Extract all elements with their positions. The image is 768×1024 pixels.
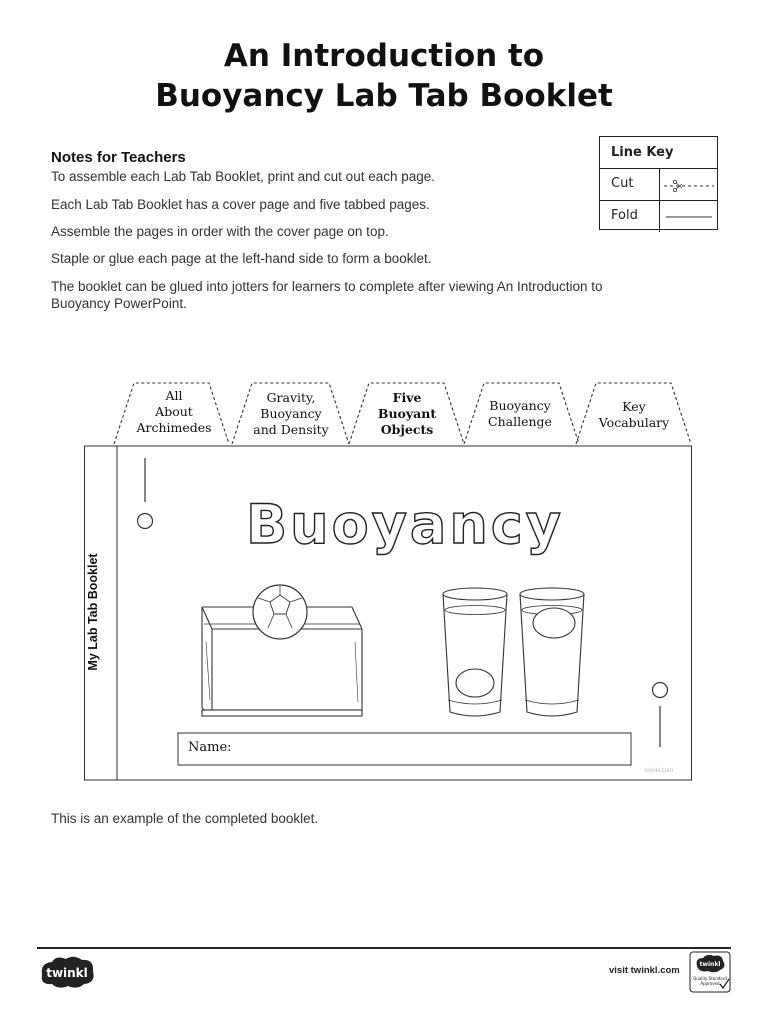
quality-badge — [689, 951, 733, 993]
svg-text:Approved: Approved — [700, 981, 720, 986]
name-field-label: Name: — [188, 740, 232, 755]
title-line-2: Buoyancy Lab Tab Booklet — [155, 78, 613, 114]
note-paragraph: To assemble each Lab Tab Booklet, print and cut out each page. — [51, 169, 436, 184]
notes-heading: Notes for Teachers — [51, 149, 186, 166]
punch-hole — [653, 683, 668, 698]
visit-link[interactable]: visit twinkl.com — [609, 965, 680, 976]
tab-all-about-archimedes: All About Archimedes — [136, 388, 212, 435]
fold-line-icon — [662, 209, 716, 225]
line-key-table — [599, 136, 718, 230]
watermark: twinkl.com — [645, 768, 674, 774]
line-key-heading: Line Key — [600, 137, 717, 169]
line-key-fold-row — [600, 201, 717, 232]
punch-hole — [138, 514, 153, 529]
twinkl-logo — [36, 953, 98, 991]
note-paragraph: The booklet can be glued into jotters for learners to complete after viewing An Introduction to Buoyancy PowerPoint. — [51, 279, 603, 311]
svg-text:twinkl: twinkl — [46, 966, 88, 980]
example-caption: This is an example of the completed booklet. — [51, 811, 319, 826]
note-paragraph: Each Lab Tab Booklet has a cover page and five tabbed pages. — [51, 197, 430, 212]
note-paragraph: Staple or glue each page at the left-hand side to form a booklet. — [51, 251, 432, 266]
tab-gravity-buoyancy-density: Gravity, Buoyancy and Density — [253, 390, 329, 437]
booklet-example — [84, 380, 694, 785]
cut-label: Cut — [611, 176, 634, 191]
tab-five-buoyant-objects: Five Buoyant Objects — [377, 390, 437, 437]
fold-label: Fold — [611, 208, 638, 223]
spine-label: My Lab Tab Booklet — [86, 553, 100, 671]
svg-text:twinkl: twinkl — [699, 961, 721, 968]
footer-divider — [37, 947, 731, 949]
cover-title: Buoyancy — [246, 493, 564, 556]
line-key-cut-row — [600, 169, 717, 201]
name-box — [178, 733, 631, 765]
note-paragraph: Assemble the pages in order with the cover page on top. — [51, 224, 389, 239]
tab-key-vocabulary: Key Vocabulary — [598, 399, 670, 430]
svg-text:Quality Standard: Quality Standard — [693, 976, 727, 981]
page-title — [0, 36, 768, 116]
tab-buoyancy-challenge: Buoyancy Challenge — [488, 398, 552, 429]
cut-line-icon — [662, 177, 716, 193]
title-line-1: An Introduction to — [223, 38, 545, 74]
